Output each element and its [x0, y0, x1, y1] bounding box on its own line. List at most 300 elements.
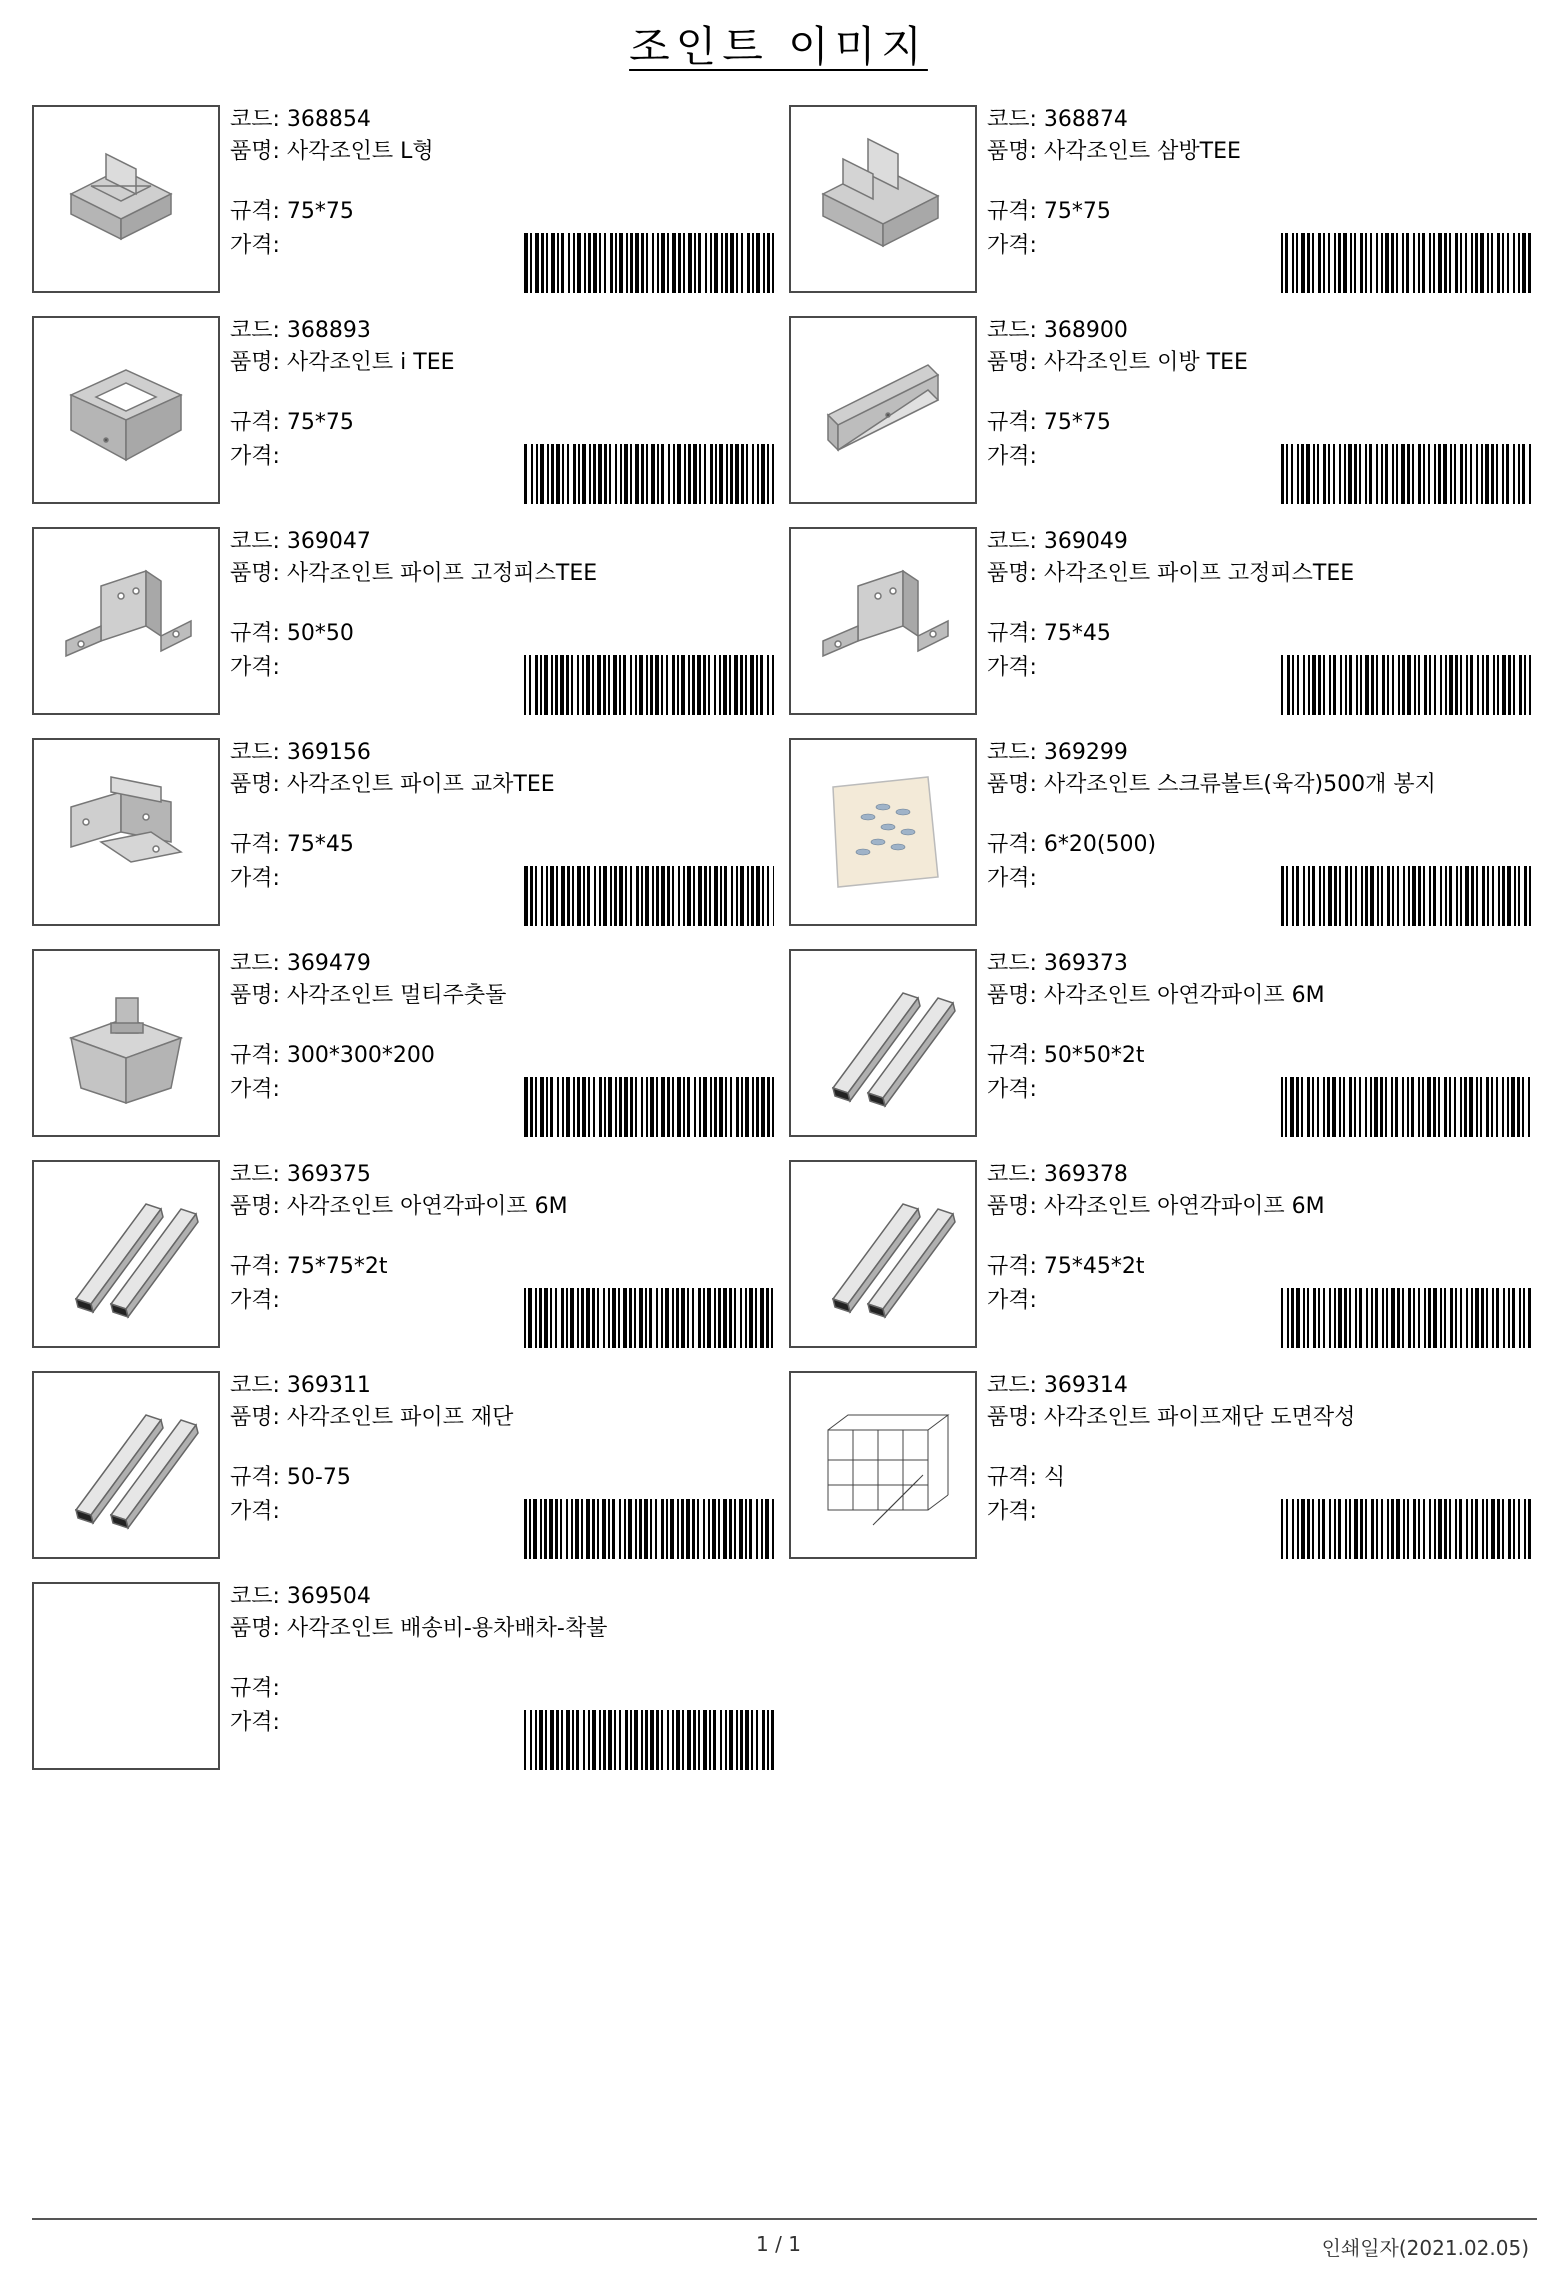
- barcode-bar: [1397, 1288, 1400, 1348]
- barcode-bar: [656, 1288, 658, 1348]
- name-row: [230, 559, 747, 589]
- barcode-bar: [667, 866, 670, 926]
- barcode-bar: [1312, 1077, 1314, 1137]
- barcode-bar: [1317, 1077, 1319, 1137]
- spec-row: [987, 408, 1111, 438]
- barcode-bar: [1443, 444, 1447, 504]
- name-value: 사각조인트 배송비-용차배차-착불: [286, 1616, 608, 1641]
- barcode-bar: [672, 866, 674, 926]
- barcode-bar: [1486, 1499, 1488, 1559]
- barcode-bar: [1449, 866, 1452, 926]
- barcode-bar: [619, 1499, 621, 1559]
- barcode: [1281, 1077, 1531, 1137]
- barcode-bar: [561, 866, 565, 926]
- barcode-bar: [739, 1499, 743, 1559]
- barcode-bar: [566, 1499, 568, 1559]
- spec-label: 규격:: [230, 1465, 280, 1490]
- barcode-bar: [560, 1499, 562, 1559]
- product-info: [987, 105, 1527, 295]
- barcode-bar: [1391, 1288, 1395, 1348]
- barcode-bar: [1354, 1077, 1356, 1137]
- barcode-bar: [1418, 655, 1420, 715]
- name-value: 사각조인트 삼방TEE: [1043, 139, 1241, 164]
- spec-label: 규격:: [987, 1465, 1037, 1490]
- barcode-bar: [1323, 866, 1325, 926]
- barcode-bar: [1380, 1077, 1383, 1137]
- barcode-bar: [723, 655, 727, 715]
- barcode-bar: [624, 1077, 628, 1137]
- barcode-bar: [1281, 444, 1284, 504]
- barcode-bar: [557, 1077, 559, 1137]
- spec-row: [230, 408, 354, 438]
- barcode-bar: [734, 1499, 736, 1559]
- spec-value: 75*75: [1043, 410, 1111, 435]
- barcode-bar: [608, 1499, 610, 1559]
- barcode-bar: [1513, 1499, 1515, 1559]
- barcode-bar: [1507, 866, 1511, 926]
- barcode-bar: [1480, 1077, 1482, 1137]
- barcode-bar: [703, 1288, 705, 1348]
- barcode-bar: [529, 655, 531, 715]
- barcode-bar: [1528, 1077, 1530, 1137]
- barcode-bar: [547, 444, 549, 504]
- page-title: 조인트 이미지: [629, 22, 928, 71]
- barcode-bar: [533, 1499, 537, 1559]
- barcode-bar: [1470, 655, 1473, 715]
- name-value: 사각조인트 아연각파이프 6M: [1043, 1194, 1325, 1219]
- code-label: 코드:: [230, 107, 280, 132]
- barcode-bar: [714, 866, 718, 926]
- code-row: [230, 527, 371, 557]
- barcode-bar: [687, 1077, 690, 1137]
- barcode-bar: [665, 1288, 669, 1348]
- code-row: [230, 738, 371, 768]
- barcode-bar: [682, 1710, 684, 1770]
- spec-value: 6*20(500): [1043, 832, 1157, 857]
- spec-label: 규격:: [230, 199, 280, 224]
- barcode-bar: [1291, 1288, 1294, 1348]
- barcode-bar: [1322, 1499, 1325, 1559]
- price-row: [987, 231, 1037, 261]
- barcode-bar: [566, 1288, 568, 1348]
- barcode-bar: [624, 1499, 626, 1559]
- barcode-bar: [551, 233, 555, 293]
- spec-value: 식: [1043, 1465, 1066, 1490]
- barcode-bar: [1356, 655, 1358, 715]
- code-label: 코드:: [230, 1584, 280, 1609]
- code-value: 369479: [286, 951, 371, 976]
- name-value: 사각조인트 스크류볼트(육각)500개 봉지: [1043, 772, 1436, 797]
- barcode-bar: [1529, 444, 1531, 504]
- barcode-bar: [1493, 655, 1495, 715]
- barcode-bar: [604, 444, 607, 504]
- spec-label: 규격:: [230, 1676, 280, 1701]
- cross-tee-icon: [51, 757, 201, 907]
- code-label: 코드:: [987, 740, 1037, 765]
- barcode-bar: [645, 1288, 647, 1348]
- barcode-bar: [1433, 233, 1435, 293]
- barcode-bar: [550, 1288, 552, 1348]
- price-row: [230, 653, 280, 683]
- barcode-bar: [1397, 866, 1399, 926]
- barcode-bar: [630, 655, 632, 715]
- barcode-bar: [594, 866, 596, 926]
- barcode-bar: [703, 1077, 707, 1137]
- barcode-bar: [1486, 655, 1489, 715]
- price-row: [230, 1708, 280, 1738]
- barcode-bar: [1361, 866, 1363, 926]
- barcode-bar: [708, 655, 710, 715]
- code-value: 369378: [1043, 1162, 1128, 1187]
- barcode-bar: [1433, 1288, 1437, 1348]
- barcode-bar: [1392, 655, 1394, 715]
- barcode-bar: [610, 233, 613, 293]
- barcode-bar: [1387, 655, 1389, 715]
- spec-label: 규격:: [230, 410, 280, 435]
- barcode-bar: [736, 233, 738, 293]
- spec-row: [987, 619, 1111, 649]
- barcode-bar: [687, 1710, 691, 1770]
- barcode-bar: [676, 1710, 680, 1770]
- barcode-bar: [1470, 444, 1472, 504]
- barcode-bar: [1281, 1499, 1283, 1559]
- barcode-bar: [1359, 1077, 1361, 1137]
- barcode-bar: [1528, 1499, 1531, 1559]
- barcode-bar: [1433, 1077, 1436, 1137]
- product-info: [987, 527, 1527, 717]
- barcode-bar: [1519, 1288, 1521, 1348]
- barcode-bar: [1440, 655, 1442, 715]
- barcode-bar: [1465, 866, 1469, 926]
- barcode-bar: [1513, 655, 1515, 715]
- bracket-icon: [51, 546, 201, 696]
- barcode-bar: [1475, 233, 1478, 293]
- barcode-bar: [710, 444, 713, 504]
- spec-row: [987, 830, 1156, 860]
- barcode-bar: [1481, 444, 1483, 504]
- barcode-bar: [1485, 444, 1489, 504]
- square-pipe-icon: [51, 1390, 201, 1540]
- barcode-bar: [1307, 1499, 1310, 1559]
- barcode-bar: [1440, 866, 1442, 926]
- barcode-bar: [1424, 1288, 1426, 1348]
- name-value: 사각조인트 파이프 교차TEE: [286, 772, 555, 797]
- barcode-bar: [551, 444, 554, 504]
- product-image: [789, 527, 977, 715]
- spec-label: 규격:: [987, 199, 1037, 224]
- barcode-bar: [545, 1710, 547, 1770]
- name-value: 사각조인트 파이프재단 도면작성: [1043, 1405, 1356, 1430]
- barcode-bar: [736, 866, 738, 926]
- barcode-bar: [1290, 1077, 1294, 1137]
- barcode-bar: [750, 655, 754, 715]
- barcode-bar: [1496, 1288, 1499, 1348]
- name-value: 사각조인트 L형: [286, 139, 434, 164]
- barcode-bar: [524, 866, 528, 926]
- barcode-bar: [1343, 233, 1347, 293]
- barcode-bar: [1454, 1077, 1456, 1137]
- barcode-bar: [1445, 655, 1447, 715]
- barcode-bar: [1449, 1077, 1451, 1137]
- barcode-bar: [1413, 1499, 1416, 1559]
- barcode-bar: [667, 233, 669, 293]
- barcode-bar: [1392, 444, 1394, 504]
- barcode-bar: [735, 444, 739, 504]
- barcode-bar: [1475, 1499, 1478, 1559]
- barcode-bar: [1292, 866, 1294, 926]
- price-row: [230, 1286, 280, 1316]
- barcode-bar: [566, 655, 569, 715]
- barcode-bar: [1514, 866, 1516, 926]
- barcode-bar: [1497, 655, 1499, 715]
- barcode: [524, 1288, 774, 1348]
- barcode-bar: [688, 444, 691, 504]
- barcode-bar: [1387, 1499, 1389, 1559]
- barcode-bar: [745, 1288, 747, 1348]
- barcode-bar: [1382, 655, 1385, 715]
- barcode-bar: [1371, 1288, 1373, 1348]
- barcode-bar: [529, 1499, 531, 1559]
- barcode-bar: [609, 444, 611, 504]
- barcode-bar: [588, 1710, 590, 1770]
- barcode-bar: [1529, 866, 1531, 926]
- barcode-bar: [603, 1710, 606, 1770]
- barcode-bar: [661, 655, 663, 715]
- barcode-bar: [625, 1710, 628, 1770]
- product-info: [987, 949, 1527, 1139]
- i-tee-icon: [51, 335, 201, 485]
- spec-value: 75*45*2t: [1043, 1254, 1145, 1279]
- barcode-bar: [1306, 444, 1310, 504]
- barcode-bar: [1297, 444, 1299, 504]
- barcode-bar: [718, 1499, 720, 1559]
- barcode-bar: [610, 866, 612, 926]
- barcode-bar: [1476, 444, 1478, 504]
- barcode-bar: [1286, 866, 1288, 926]
- product-image: [789, 949, 977, 1137]
- barcode-bar: [745, 1077, 749, 1137]
- barcode-bar: [1354, 444, 1357, 504]
- square-pipe-icon: [51, 1179, 201, 1329]
- barcode-bar: [734, 655, 738, 715]
- barcode-bar: [652, 866, 654, 926]
- barcode-bar: [1385, 233, 1389, 293]
- barcode-bar: [540, 1499, 542, 1559]
- barcode-bar: [708, 1499, 710, 1559]
- barcode-bar: [1402, 233, 1404, 293]
- price-row: [987, 442, 1037, 472]
- name-row: [230, 770, 747, 800]
- barcode-bar: [1524, 655, 1526, 715]
- barcode-bar: [1329, 1499, 1331, 1559]
- barcode-bar: [1444, 1499, 1447, 1559]
- price-label: 가격:: [987, 1077, 1037, 1102]
- code-label: 코드:: [230, 529, 280, 554]
- spec-label: 규격:: [987, 1254, 1037, 1279]
- barcode-bar: [1349, 1077, 1352, 1137]
- product-info: [987, 1160, 1527, 1350]
- code-row: [230, 105, 371, 135]
- product-card: [0, 105, 760, 297]
- barcode-bar: [1396, 233, 1398, 293]
- barcode-bar: [1318, 655, 1321, 715]
- barcode-bar: [1524, 866, 1527, 926]
- barcode-bar: [1412, 444, 1414, 504]
- name-row: [230, 1614, 747, 1644]
- barcode-bar: [639, 1499, 642, 1559]
- barcode-bar: [1408, 1288, 1411, 1348]
- barcode-bar: [593, 1077, 595, 1137]
- barcode-bar: [698, 1288, 701, 1348]
- barcode-bar: [535, 1710, 537, 1770]
- barcode-bar: [729, 1499, 732, 1559]
- barcode-bar: [1286, 444, 1288, 504]
- barcode-bar: [677, 655, 679, 715]
- barcode-bar: [1518, 444, 1520, 504]
- barcode-bar: [1513, 444, 1515, 504]
- barcode-bar: [1445, 866, 1447, 926]
- barcode-bar: [707, 1288, 711, 1348]
- name-label: 품명:: [987, 139, 1037, 164]
- code-row: [987, 738, 1128, 768]
- barcode-bar: [1407, 444, 1410, 504]
- barcode-bar: [556, 866, 558, 926]
- product-card: [757, 105, 1517, 297]
- barcode-bar: [1308, 655, 1310, 715]
- barcode-bar: [1369, 444, 1372, 504]
- barcode-bar: [1382, 1288, 1384, 1348]
- l-joint-icon: [51, 124, 201, 274]
- barcode-bar: [1287, 655, 1290, 715]
- barcode-bar: [1422, 1077, 1424, 1137]
- price-row: [987, 1286, 1037, 1316]
- barcode-bar: [556, 444, 560, 504]
- price-row: [987, 653, 1037, 683]
- barcode-bar: [614, 1710, 616, 1770]
- barcode-bar: [1296, 866, 1299, 926]
- barcode-bar: [629, 1288, 632, 1348]
- product-card: [757, 316, 1517, 508]
- spec-value: 75*75*2t: [286, 1254, 388, 1279]
- barcode-bar: [709, 866, 711, 926]
- spec-row: [230, 830, 354, 860]
- barcode-bar: [550, 1077, 553, 1137]
- barcode-bar: [1444, 233, 1447, 293]
- barcode-bar: [661, 444, 664, 504]
- barcode-bar: [1323, 1077, 1325, 1137]
- barcode-bar: [713, 1710, 716, 1770]
- barcode-bar: [1475, 1288, 1479, 1348]
- barcode-bar: [604, 233, 606, 293]
- barcode-bar: [1406, 233, 1409, 293]
- spec-row: [230, 1041, 435, 1071]
- barcode-bar: [687, 866, 691, 926]
- barcode-bar: [535, 1077, 537, 1137]
- barcode-bar: [546, 866, 548, 926]
- screw-bag-icon: [808, 757, 958, 907]
- barcode-bar: [635, 1077, 637, 1137]
- barcode-bar: [1292, 233, 1294, 293]
- barcode-bar: [657, 233, 659, 293]
- barcode-bar: [650, 1077, 654, 1137]
- barcode-bar: [568, 233, 570, 293]
- barcode-bar: [1498, 866, 1500, 926]
- barcode-bar: [1377, 866, 1379, 926]
- spec-value: 75*75: [1043, 199, 1111, 224]
- name-label: 품명:: [987, 1405, 1037, 1430]
- barcode-bar: [1339, 866, 1341, 926]
- barcode-bar: [1413, 1288, 1415, 1348]
- barcode-bar: [752, 233, 754, 293]
- code-value: 369156: [286, 740, 371, 765]
- spec-value: 75*75: [286, 410, 354, 435]
- barcode-bar: [619, 1710, 621, 1770]
- price-label: 가격:: [230, 1288, 280, 1313]
- barcode-bar: [745, 1499, 747, 1559]
- barcode-bar: [619, 866, 623, 926]
- barcode-bar: [1333, 444, 1335, 504]
- barcode-bar: [546, 1077, 548, 1137]
- barcode-bar: [540, 444, 544, 504]
- barcode-bar: [597, 1288, 599, 1348]
- barcode-bar: [1528, 233, 1531, 293]
- barcode-bar: [608, 1710, 612, 1770]
- barcode-bar: [1480, 233, 1484, 293]
- barcode-bar: [1391, 1077, 1393, 1137]
- barcode-bar: [544, 1499, 547, 1559]
- barcode-bar: [646, 1077, 648, 1137]
- barcode-bar: [751, 1710, 753, 1770]
- barcode-bar: [683, 233, 685, 293]
- barcode-bar: [1365, 233, 1367, 293]
- barcode-bar: [1386, 1288, 1388, 1348]
- barcode-bar: [1403, 866, 1405, 926]
- barcode-bar: [619, 1077, 622, 1137]
- barcode-bar: [1522, 1077, 1524, 1137]
- barcode: [1281, 233, 1531, 293]
- name-value: 사각조인트 i TEE: [286, 350, 455, 375]
- barcode-bar: [573, 1077, 575, 1137]
- barcode-bar: [641, 1077, 643, 1137]
- barcode-bar: [618, 1288, 620, 1348]
- barcode-bar: [714, 655, 716, 715]
- barcode-bar: [1354, 1499, 1358, 1559]
- barcode-bar: [608, 1077, 612, 1137]
- barcode-bar: [704, 866, 707, 926]
- barcode-bar: [1449, 1499, 1451, 1559]
- barcode-bar: [678, 233, 681, 293]
- barcode-bar: [593, 233, 597, 293]
- barcode-bar: [524, 1710, 526, 1770]
- code-label: 코드:: [230, 1373, 280, 1398]
- code-label: 코드:: [987, 318, 1037, 343]
- barcode-bar: [687, 1288, 689, 1348]
- name-value: 사각조인트 이방 TEE: [1043, 350, 1248, 375]
- two-way-tee-icon: [808, 335, 958, 485]
- barcode-bar: [1487, 233, 1489, 293]
- product-info: [230, 1371, 770, 1561]
- price-label: 가격:: [230, 655, 280, 680]
- barcode-bar: [1296, 233, 1298, 293]
- barcode-bar: [1423, 444, 1425, 504]
- barcode-bar: [1333, 655, 1336, 715]
- barcode-bar: [549, 1499, 553, 1559]
- barcode-bar: [555, 1499, 558, 1559]
- barcode-bar: [623, 655, 626, 715]
- barcode-bar: [1349, 1499, 1351, 1559]
- barcode-bar: [1371, 655, 1374, 715]
- code-value: 369373: [1043, 951, 1128, 976]
